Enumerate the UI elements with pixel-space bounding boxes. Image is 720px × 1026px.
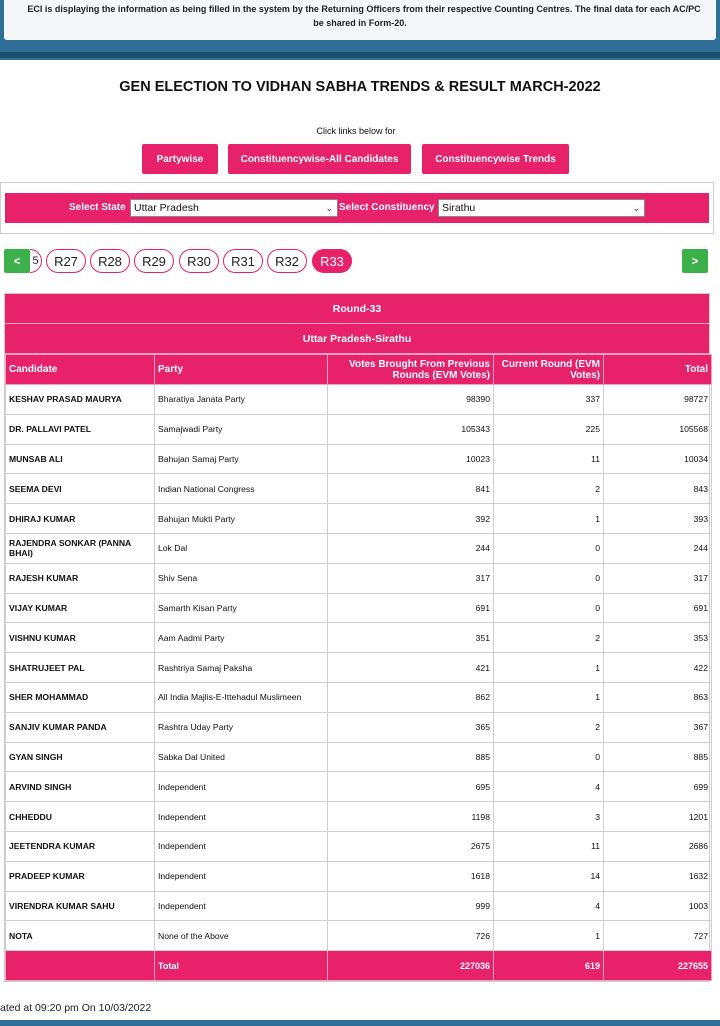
table-header-row — [6, 355, 712, 385]
total-votes-cell: 863 — [604, 682, 712, 712]
col-candidate: Candidate — [6, 355, 155, 385]
previous-votes-cell: 317 — [328, 563, 494, 593]
party-cell: Samarth Kisan Party — [155, 593, 328, 623]
candidate-cell: DR. PALLAVI PATEL — [6, 414, 155, 444]
candidate-cell: PRADEEP KUMAR — [6, 861, 155, 891]
table-row — [6, 414, 712, 444]
current-votes-cell: 0 — [494, 563, 604, 593]
candidate-cell: NOTA — [6, 921, 155, 951]
table-row — [6, 742, 712, 772]
previous-votes-cell: 392 — [328, 504, 494, 534]
previous-votes-cell: 726 — [328, 921, 494, 951]
candidate-cell: GYAN SINGH — [6, 742, 155, 772]
previous-votes-cell: 244 — [328, 533, 494, 563]
notice-line-1: ECI is displaying the information as being filled in the system by the Returning Officers from their respective Counting Centres. The final data for each AC/PC — [27, 4, 701, 14]
round-pill-r32[interactable]: R32 — [267, 249, 307, 273]
previous-votes-cell: 2675 — [328, 831, 494, 861]
current-votes-cell: 3 — [494, 802, 604, 832]
total-votes-cell: 393 — [604, 504, 712, 534]
current-votes-cell: 2 — [494, 623, 604, 653]
total-votes-cell: 691 — [604, 593, 712, 623]
party-cell: Aam Aadmi Party — [155, 623, 328, 653]
total-votes-cell: 10034 — [604, 444, 712, 474]
previous-votes-cell: 351 — [328, 623, 494, 653]
footer-strip — [0, 1020, 720, 1026]
total-votes-cell: 843 — [604, 474, 712, 504]
notice-box — [4, 0, 716, 40]
total-votes-cell: 1632 — [604, 861, 712, 891]
total-votes-cell: 105568 — [604, 414, 712, 444]
results-table — [5, 354, 712, 981]
party-cell: Independent — [155, 802, 328, 832]
party-cell: All India Majlis-E-Ittehadul Muslimeen — [155, 682, 328, 712]
table-row — [6, 504, 712, 534]
total-row — [6, 951, 712, 981]
current-votes-cell: 1 — [494, 653, 604, 683]
current-votes-cell: 1 — [494, 921, 604, 951]
candidate-cell: KESHAV PRASAD MAURYA — [6, 385, 155, 415]
table-row — [6, 653, 712, 683]
chevron-down-icon: ⌄ — [325, 203, 333, 213]
constituency-label: Select Constituency — [339, 202, 435, 213]
table-row — [6, 474, 712, 504]
notice-line-2: be shared in Form-20. — [313, 18, 407, 28]
page-title: GEN ELECTION TO VIDHAN SABHA TRENDS & RESULT MARCH-2022 — [119, 79, 601, 95]
constituencywise-trends-button[interactable]: Constituencywise Trends — [422, 144, 569, 174]
party-cell: Shiv Sena — [155, 563, 328, 593]
table-row — [6, 623, 712, 653]
party-cell: Rashtra Uday Party — [155, 712, 328, 742]
candidate-cell: DHIRAJ KUMAR — [6, 504, 155, 534]
next-rounds-button[interactable]: > — [682, 249, 708, 273]
candidate-cell: JEETENDRA KUMAR — [6, 831, 155, 861]
total-previous: 227036 — [328, 951, 494, 981]
current-votes-cell: 4 — [494, 891, 604, 921]
results-panel — [4, 293, 710, 982]
table-row — [6, 593, 712, 623]
previous-votes-cell: 841 — [328, 474, 494, 504]
candidate-cell: MUNSAB ALI — [6, 444, 155, 474]
previous-votes-cell: 421 — [328, 653, 494, 683]
previous-votes-cell: 691 — [328, 593, 494, 623]
round-pill-r28[interactable]: R28 — [90, 249, 130, 273]
table-row — [6, 444, 712, 474]
constituency-select-value: Sirathu — [442, 202, 476, 214]
current-votes-cell: 1 — [494, 504, 604, 534]
col-total: Total — [604, 355, 712, 385]
table-row — [6, 563, 712, 593]
col-current: Current Round (EVM Votes) — [494, 355, 604, 385]
current-votes-cell: 11 — [494, 831, 604, 861]
previous-votes-cell: 105343 — [328, 414, 494, 444]
party-cell: Independent — [155, 891, 328, 921]
total-votes-cell: 885 — [604, 742, 712, 772]
total-votes-cell: 98727 — [604, 385, 712, 415]
current-votes-cell: 337 — [494, 385, 604, 415]
previous-votes-cell: 98390 — [328, 385, 494, 415]
party-cell: Rashtriya Samaj Paksha — [155, 653, 328, 683]
table-row — [6, 682, 712, 712]
candidate-cell: VIRENDRA KUMAR SAHU — [6, 891, 155, 921]
candidate-cell: VIJAY KUMAR — [6, 593, 155, 623]
round-pill-r27[interactable]: R27 — [46, 249, 86, 273]
round-pill-r29[interactable]: R29 — [134, 249, 174, 273]
total-current: 619 — [494, 951, 604, 981]
party-cell: Independent — [155, 831, 328, 861]
candidate-cell: CHHEDDU — [6, 802, 155, 832]
current-votes-cell: 14 — [494, 861, 604, 891]
col-previous: Votes Brought From Previous Rounds (EVM Votes) — [328, 355, 494, 385]
candidate-cell: RAJENDRA SONKAR (PANNA BHAI) — [6, 533, 155, 563]
party-cell: None of the Above — [155, 921, 328, 951]
candidate-cell: SEEMA DEVI — [6, 474, 155, 504]
table-row — [6, 712, 712, 742]
total-votes-cell: 1003 — [604, 891, 712, 921]
party-cell: Bahujan Mukti Party — [155, 504, 328, 534]
party-cell: Bahujan Samaj Party — [155, 444, 328, 474]
total-votes-cell: 699 — [604, 772, 712, 802]
col-party: Party — [155, 355, 328, 385]
current-votes-cell: 0 — [494, 742, 604, 772]
total-votes-cell: 244 — [604, 533, 712, 563]
total-label: Total — [155, 951, 328, 981]
state-select-value: Uttar Pradesh — [134, 202, 199, 214]
candidate-cell: SHER MOHAMMAD — [6, 682, 155, 712]
total-votes-cell: 353 — [604, 623, 712, 653]
selector-bar — [5, 193, 709, 223]
total-votes-cell: 2686 — [604, 831, 712, 861]
total-total: 227655 — [604, 951, 712, 981]
constituencywise-all-candidates-button[interactable]: Constituencywise-All Candidates — [228, 144, 411, 174]
prev-rounds-button[interactable]: < — [4, 249, 30, 273]
current-votes-cell: 2 — [494, 474, 604, 504]
selector-panel — [0, 182, 714, 234]
current-votes-cell: 225 — [494, 414, 604, 444]
party-cell: Indian National Congress — [155, 474, 328, 504]
party-cell: Independent — [155, 861, 328, 891]
total-votes-cell: 367 — [604, 712, 712, 742]
total-votes-cell: 422 — [604, 653, 712, 683]
current-votes-cell: 0 — [494, 593, 604, 623]
previous-votes-cell: 885 — [328, 742, 494, 772]
results-body — [6, 385, 712, 951]
total-votes-cell: 317 — [604, 563, 712, 593]
state-label: Select State — [69, 202, 126, 213]
candidate-cell: ARVIND SINGH — [6, 772, 155, 802]
previous-votes-cell: 695 — [328, 772, 494, 802]
round-pill-r30[interactable]: R30 — [179, 249, 219, 273]
candidate-cell: SANJIV KUMAR PANDA — [6, 712, 155, 742]
chevron-down-icon: ⌄ — [632, 203, 640, 213]
previous-votes-cell: 1198 — [328, 802, 494, 832]
current-votes-cell: 11 — [494, 444, 604, 474]
total-votes-cell: 727 — [604, 921, 712, 951]
round-pill-r33[interactable]: R33 — [312, 249, 352, 273]
previous-votes-cell: 862 — [328, 682, 494, 712]
table-row — [6, 921, 712, 951]
round-title: Round-33 — [5, 294, 709, 324]
party-cell: Sabka Dal United — [155, 742, 328, 772]
previous-votes-cell: 10023 — [328, 444, 494, 474]
current-votes-cell: 0 — [494, 533, 604, 563]
state-select[interactable] — [130, 199, 338, 217]
round-pill-r31[interactable]: R31 — [223, 249, 263, 273]
previous-votes-cell: 999 — [328, 891, 494, 921]
table-row — [6, 861, 712, 891]
party-cell: Lok Dal — [155, 533, 328, 563]
party-cell: Samajwadi Party — [155, 414, 328, 444]
partywise-button[interactable]: Partywise — [142, 144, 218, 174]
party-cell: Bharatiya Janata Party — [155, 385, 328, 415]
table-row — [6, 802, 712, 832]
total-blank — [6, 951, 155, 981]
table-row — [6, 831, 712, 861]
table-row — [6, 772, 712, 802]
click-links-caption: Click links below for — [316, 126, 396, 136]
round-pill-partial[interactable]: 5 — [30, 249, 42, 273]
table-row — [6, 891, 712, 921]
table-row — [6, 385, 712, 415]
previous-votes-cell: 365 — [328, 712, 494, 742]
previous-votes-cell: 1618 — [328, 861, 494, 891]
header-strip — [0, 52, 720, 58]
party-cell: Independent — [155, 772, 328, 802]
candidate-cell: RAJESH KUMAR — [6, 563, 155, 593]
updated-timestamp: ated at 09:20 pm On 10/03/2022 — [0, 1002, 152, 1014]
current-votes-cell: 4 — [494, 772, 604, 802]
candidate-cell: SHATRUJEET PAL — [6, 653, 155, 683]
table-row — [6, 533, 712, 563]
current-votes-cell: 1 — [494, 682, 604, 712]
area-title: Uttar Pradesh-Sirathu — [5, 324, 709, 354]
current-votes-cell: 2 — [494, 712, 604, 742]
candidate-cell: VISHNU KUMAR — [6, 623, 155, 653]
constituency-select[interactable] — [438, 199, 645, 217]
total-votes-cell: 1201 — [604, 802, 712, 832]
